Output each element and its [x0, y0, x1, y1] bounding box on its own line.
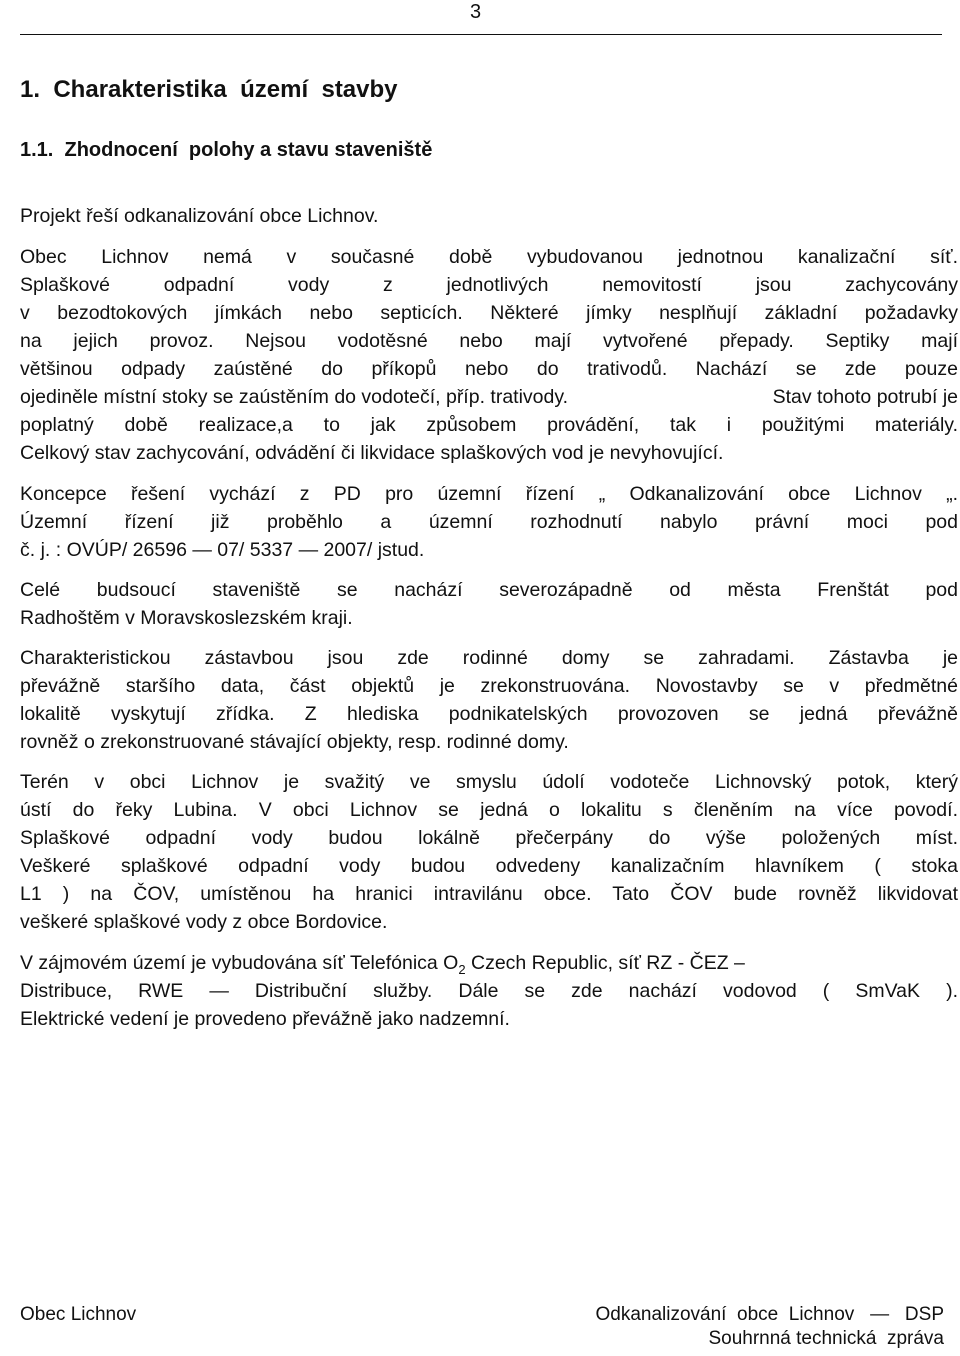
paragraph-line: Územní řízení již proběhlo a územní rozhodnutí nabylo právní moci pod — [20, 511, 958, 533]
chapter-heading: 1. Charakteristika území stavby — [20, 76, 398, 103]
paragraph-line: rovněž o zrekonstruované stávající objekty, resp. rodinné domy. — [20, 731, 569, 753]
paragraph-line: Distribuce, RWE — Distribuční služby. Dále se zde nachází vodovod ( SmVaK ). — [20, 980, 958, 1002]
paragraph-line: Elektrické vedení je provedeno převážně jako nadzemní. — [20, 1008, 510, 1030]
paragraph-line: na jejich provoz. Nejsou vodotěsné nebo mají vytvořené přepady. Septiky mají — [20, 330, 958, 352]
paragraph-line: Veškeré splaškové odpadní vody budou odvedeny kanalizačním hlavníkem ( stoka — [20, 855, 958, 877]
paragraph-line: převážně staršího data, část objektů je zrekonstruována. Novostavby se v předmětné — [20, 675, 958, 697]
footer-project: Odkanalizování obce Lichnov — DSP — [595, 1304, 944, 1325]
paragraph-line: L1 ) na ČOV, umístěnou ha hranici intravilánu obce. Tato ČOV bude rovněž likvidovat — [20, 883, 958, 905]
paragraph-line: veškeré splaškové vody z obce Bordovice. — [20, 911, 388, 933]
section-heading: 1.1. Zhodnocení polohy a stavu staveniště — [20, 139, 433, 161]
paragraph-line: ústí do řeky Lubina. V obci Lichnov se jedná o lokalitu s členěním na více povodí. — [20, 799, 958, 821]
line-segment: V zájmovém území je vybudována síť Telefónica O — [20, 952, 459, 974]
paragraph-line — [20, 384, 568, 410]
paragraph-line: poplatný době realizace,a to jak způsobem provádění, tak i použitými materiály. — [20, 414, 958, 436]
paragraph-line: Splaškové odpadní vody budou lokálně přečerpány do výše položených míst. — [20, 827, 958, 849]
paragraph-line: Terén v obci Lichnov je svažitý ve smyslu údolí vodoteče Lichnovský potok, který — [20, 771, 958, 793]
paragraph-line: Stav tohoto potrubí je — [772, 386, 958, 408]
footer-doc-type: Souhrnná technická zpráva — [708, 1328, 944, 1349]
footer-left: Obec Lichnov — [20, 1304, 137, 1325]
subscript: 2 — [458, 961, 466, 977]
paragraph-line: Obec Lichnov nemá v současné době vybudovanou jednotnou kanalizační síť. — [20, 246, 958, 268]
paragraph-line: č. j. : OVÚP/ 26596 — 07/ 5337 — 2007/ jstud. — [20, 539, 425, 561]
line-segment: Czech Republic, síť RZ - ČEZ – — [465, 952, 745, 974]
line-segment: ojediněle místní stoky se zaústěním do vodotečí, příp. trativody. — [20, 386, 569, 408]
paragraph-line: Splaškové odpadní vody z jednotlivých nemovitostí jsou zachycovány — [20, 274, 958, 296]
paragraph-line: lokalitě vyskytují zřídka. Z hlediska podnikatelských provozoven se jedná převážně — [20, 703, 958, 725]
paragraph-line: v bezodtokových jímkách nebo septicích. Některé jímky nesplňují základní požadavky — [20, 302, 958, 324]
paragraph-line: Koncepce řešení vychází z PD pro územní řízení „ Odkanalizování obce Lichnov „. — [20, 483, 958, 505]
paragraph-line: většinou odpady zaústěné do příkopů nebo do trativodů. Nachází se zde pouze — [20, 358, 958, 380]
paragraph-line: Charakteristickou zástavbou jsou zde rodinné domy se zahradami. Zástavba je — [20, 647, 958, 669]
paragraph-line: Projekt řeší odkanalizování obce Lichnov. — [20, 205, 379, 227]
page-number: 3 — [470, 1, 482, 23]
paragraph-line: Celkový stav zachycování, odvádění či likvidace splaškových vod je nevyhovující. — [20, 442, 724, 464]
footer-right — [595, 1303, 944, 1351]
header-rule — [20, 34, 942, 35]
paragraph-line: Radhoštěm v Moravskoslezském kraji. — [20, 607, 353, 629]
paragraph-line: Celé budsoucí staveniště se nachází severozápadně od města Frenštát pod — [20, 579, 958, 601]
